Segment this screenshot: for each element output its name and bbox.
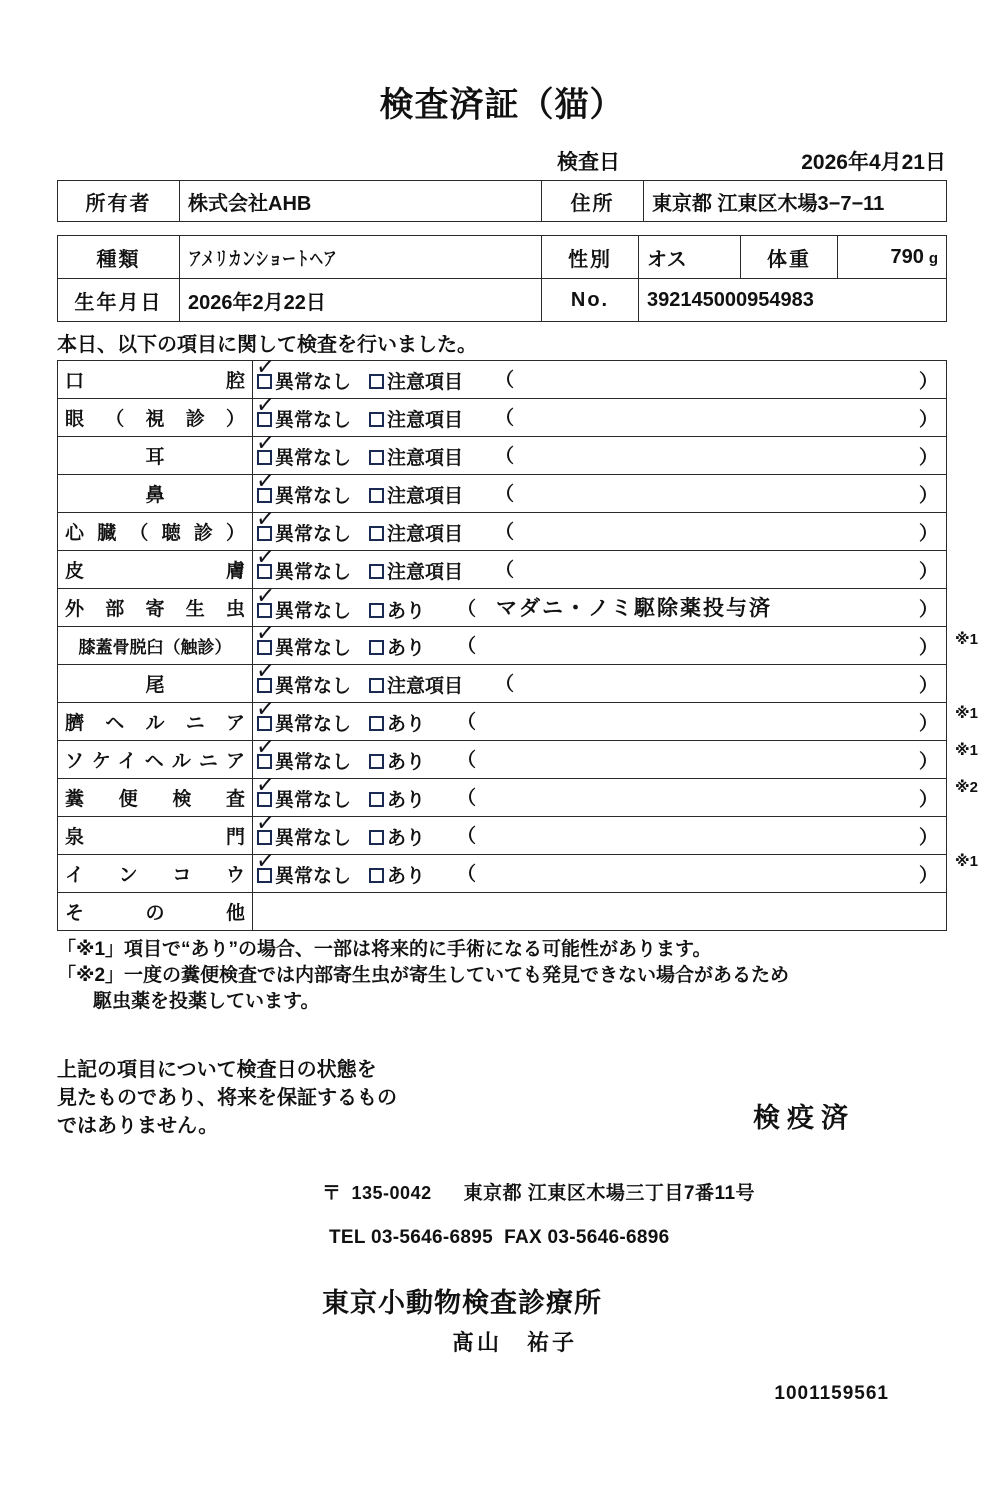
check-mark-icon: ✓: [254, 502, 277, 535]
note-paren-close: ）: [918, 789, 938, 810]
table-row: [58, 665, 947, 703]
table-row: [58, 817, 947, 855]
checkbox-secondary-label: 注意項目: [387, 676, 464, 698]
checkbox-secondary[interactable]: [369, 367, 463, 394]
checkbox-icon: [369, 603, 384, 618]
inspection-date-label: 検査日: [557, 151, 620, 174]
table-row: [58, 893, 947, 931]
checkbox-normal-label: 異常なし: [275, 524, 352, 546]
weight-value-cell: [838, 236, 947, 279]
checkbox-icon: [369, 678, 384, 693]
page-title: 検査済証（猫）: [379, 86, 625, 124]
disclaimer-line-3: ではありません。: [57, 1115, 219, 1138]
checkbox-normal[interactable]: [254, 426, 352, 470]
checkbox-secondary-label: あり: [387, 752, 426, 774]
checkbox-normal-label: 異常なし: [275, 562, 352, 584]
note-paren-close: ）: [918, 523, 938, 544]
note-paren-open: （: [495, 559, 515, 581]
checkbox-secondary[interactable]: [369, 481, 463, 508]
note-paren-close: ）: [918, 371, 938, 392]
exam-item-options: [253, 502, 947, 551]
checkbox-secondary-label: あり: [387, 638, 426, 660]
checkbox-icon: [369, 830, 384, 845]
checkbox-normal[interactable]: [254, 579, 352, 623]
checkbox-icon: [257, 412, 272, 427]
exam-item-label: 糞便検査: [58, 779, 253, 817]
check-mark-icon: ✓: [254, 616, 277, 649]
note-paren-open: （: [457, 749, 477, 771]
checkbox-normal[interactable]: [254, 654, 352, 698]
address-value: 東京都 江東区木場3−7−11: [644, 181, 947, 222]
footnote-marker: ※1: [955, 853, 978, 870]
checkbox-secondary-label: あり: [387, 866, 426, 888]
exam-item-label: 臍ヘルニア: [58, 703, 253, 741]
checkbox-normal-label: 異常なし: [275, 790, 352, 812]
table-row: [58, 551, 947, 589]
note-paren-close: ）: [918, 447, 938, 468]
checkbox-normal-label: 異常なし: [275, 714, 352, 736]
footnote-marker: ※1: [955, 631, 978, 648]
checkbox-normal-label: 異常なし: [275, 676, 352, 698]
check-mark-icon: ✓: [254, 388, 277, 421]
exam-item-options: [253, 844, 947, 893]
note-paren-open: （: [457, 863, 477, 885]
exam-item-options: [253, 464, 947, 513]
table-row: [58, 855, 947, 893]
checkbox-normal-label: 異常なし: [275, 752, 352, 774]
checkbox-icon: [257, 716, 272, 731]
exam-item-label: 鼻: [58, 475, 253, 513]
checkbox-normal[interactable]: [254, 806, 352, 850]
check-mark-icon: ✓: [254, 806, 277, 839]
checkbox-secondary[interactable]: [369, 596, 425, 623]
checkbox-icon: [369, 450, 384, 465]
note-paren-close: ）: [918, 561, 938, 582]
checkbox-normal-label: 異常なし: [275, 601, 352, 623]
checkbox-secondary-label: あり: [387, 714, 426, 736]
footnote-marker: ※2: [955, 779, 978, 796]
owner-name-value: 株式会社AHB: [180, 181, 542, 222]
note-paren-close: ）: [918, 713, 938, 734]
exam-item-options: [253, 806, 947, 855]
exam-item-label: 外部寄生虫: [58, 589, 253, 627]
exam-item-label: 尾: [58, 665, 253, 703]
table-row: [58, 741, 947, 779]
exam-checklist-table: [57, 350, 947, 931]
note-paren-close: ）: [918, 409, 938, 430]
exam-note-text: マダニ・ノミ駆除薬投与済: [496, 596, 773, 620]
checkbox-secondary[interactable]: [369, 747, 425, 774]
note-paren-open: （: [495, 483, 515, 505]
checkbox-normal[interactable]: [254, 350, 352, 394]
exam-item-label: 口腔: [58, 361, 253, 399]
note-paren-open: （: [457, 635, 477, 657]
checkbox-secondary[interactable]: [369, 709, 425, 736]
no-label: No.: [542, 279, 639, 322]
exam-item-options: [253, 388, 947, 437]
owner-table: [57, 180, 947, 222]
check-mark-icon: ✓: [254, 844, 277, 877]
table-row: [58, 475, 947, 513]
exam-item-label: 泉門: [58, 817, 253, 855]
weight-unit: g: [928, 249, 938, 267]
sex-label: 性別: [542, 236, 639, 279]
checkbox-normal[interactable]: [254, 768, 352, 812]
inspection-date-value: 2026年4月21日: [801, 151, 946, 174]
checkbox-icon: [369, 526, 384, 541]
sex-value: オス: [639, 236, 741, 279]
checkbox-icon: [369, 488, 384, 503]
check-mark-icon: ✓: [254, 692, 277, 725]
exam-item-options: [253, 540, 947, 589]
clinic-tel: TEL 03-5646-6895: [329, 1226, 493, 1248]
footnote-marker: ※1: [955, 742, 978, 759]
exam-item-options: [253, 350, 947, 399]
clinic-address-line: [57, 1178, 947, 1205]
clinic-address: 東京都 江東区木場三丁目7番11号: [463, 1182, 756, 1204]
checkbox-normal-label: 異常なし: [275, 638, 352, 660]
checkbox-secondary-label: 注意項目: [387, 372, 464, 394]
veterinarian-name: 髙山 祐子: [452, 1329, 578, 1355]
table-row: [58, 703, 947, 741]
checkbox-icon: [369, 754, 384, 769]
checkbox-icon: [257, 603, 272, 618]
note-paren-open: （: [457, 598, 477, 620]
exam-item-options: [253, 768, 947, 817]
checkbox-secondary[interactable]: [369, 671, 463, 698]
note-paren-close: ）: [918, 637, 938, 658]
checkbox-icon: [369, 374, 384, 389]
checkbox-secondary[interactable]: [369, 785, 425, 812]
footnote-1: 「※1」項目で“あり”の場合、一部は将来的に手術になる可能性があります。: [57, 939, 712, 960]
note-paren-open: （: [457, 787, 477, 809]
weight-value: 790: [890, 245, 924, 268]
inspection-date-row: [0, 146, 1004, 180]
exam-item-label: 心臓（聴診）: [58, 513, 253, 551]
checkbox-secondary-label: 注意項目: [387, 562, 464, 584]
checkbox-secondary[interactable]: [369, 405, 463, 432]
checkbox-normal-label: 異常なし: [275, 866, 352, 888]
checkbox-icon: [369, 792, 384, 807]
clinic-fax: FAX 03-5646-6896: [504, 1226, 670, 1248]
exam-item-label: その他: [58, 893, 253, 931]
note-paren-close: ）: [918, 599, 938, 620]
checkbox-icon: [257, 640, 272, 655]
exam-item-options: [253, 426, 947, 475]
exam-item-label: 耳: [58, 437, 253, 475]
table-row: [58, 437, 947, 475]
check-mark-icon: ✓: [254, 730, 277, 763]
checkbox-icon: [257, 564, 272, 579]
footnote-2-line1: 「※2」一度の糞便検査では内部寄生虫が寄生していても発見できない場合があるため: [57, 965, 790, 987]
table-row: [58, 589, 947, 627]
exam-item-label: インコウ: [58, 855, 253, 893]
disclaimer-line-1: 上記の項目について検査日の状態を: [57, 1058, 377, 1081]
checkbox-secondary[interactable]: [369, 633, 425, 660]
checkbox-normal[interactable]: [254, 616, 352, 660]
check-mark-icon: ✓: [254, 540, 277, 573]
note-paren-close: ）: [918, 751, 938, 772]
checkbox-normal-label: 異常なし: [275, 486, 352, 508]
checkbox-icon: [257, 450, 272, 465]
checkbox-secondary[interactable]: [369, 823, 425, 850]
table-row: [58, 627, 947, 665]
clinic-info: [57, 1178, 947, 1405]
note-paren-close: ）: [918, 485, 938, 506]
exam-item-label: 皮膚: [58, 551, 253, 589]
breed-value: アメリカンショートヘア: [188, 248, 337, 270]
table-row: [58, 399, 947, 437]
document-number: 1001159561: [774, 1382, 889, 1404]
check-mark-icon: ✓: [254, 579, 277, 612]
checkbox-secondary-label: あり: [387, 601, 426, 623]
checkbox-secondary-label: 注意項目: [387, 524, 464, 546]
quarantine-seal: 検疫済: [753, 1102, 855, 1133]
note-paren-close: ）: [918, 865, 938, 886]
owner-label: 所有者: [58, 181, 180, 222]
checkbox-icon: [257, 488, 272, 503]
note-paren-open: （: [495, 673, 515, 695]
checkbox-icon: [257, 678, 272, 693]
exam-intro-text: 本日、以下の項目に関して検査を行いました。: [57, 334, 477, 356]
note-paren-open: （: [457, 711, 477, 733]
note-paren-open: （: [495, 521, 515, 543]
check-mark-icon: ✓: [254, 350, 277, 383]
checkbox-secondary[interactable]: [369, 861, 425, 888]
checkbox-icon: [257, 792, 272, 807]
checkbox-secondary-label: あり: [387, 828, 426, 850]
breed-label: 種類: [58, 236, 180, 279]
checkbox-normal-label: 異常なし: [275, 410, 352, 432]
table-row: [58, 513, 947, 551]
microchip-no-value: 392145000954983: [639, 279, 947, 322]
checkbox-icon: [257, 754, 272, 769]
table-row: [58, 181, 947, 222]
exam-item-options: [253, 654, 947, 703]
table-row: [58, 236, 947, 279]
checkbox-secondary[interactable]: [369, 557, 463, 584]
note-paren-open: （: [495, 369, 515, 391]
postal-mark-icon: 〒: [322, 1182, 342, 1204]
checkbox-normal[interactable]: [254, 388, 352, 432]
checkbox-normal[interactable]: [254, 730, 352, 774]
disclaimer-text: [57, 1056, 477, 1141]
table-row: [58, 279, 947, 322]
checkbox-icon: [369, 640, 384, 655]
checkbox-icon: [369, 412, 384, 427]
checkbox-normal-label: 異常なし: [275, 828, 352, 850]
checkbox-icon: [369, 868, 384, 883]
clinic-name: 東京小動物検査診療所: [322, 1287, 602, 1318]
exam-item-label: ソケイヘルニア: [58, 741, 253, 779]
exam-item-options: [253, 692, 947, 741]
exam-item-options: [253, 730, 947, 779]
address-label: 住所: [542, 181, 644, 222]
check-mark-icon: ✓: [254, 426, 277, 459]
footnote-marker: ※1: [955, 705, 978, 722]
exam-item-label: 膝蓋骨脱臼（触診）: [58, 627, 253, 665]
animal-info-table: [57, 235, 947, 322]
checkbox-normal-label: 異常なし: [275, 372, 352, 394]
checkbox-secondary[interactable]: [369, 443, 463, 470]
footnote-2-line2: 駆虫薬を投薬しています。: [93, 991, 320, 1013]
exam-item-options: [253, 579, 947, 627]
checkbox-secondary[interactable]: [369, 519, 463, 546]
note-paren-open: （: [495, 407, 515, 429]
note-paren-open: （: [457, 825, 477, 847]
note-paren-open: （: [495, 445, 515, 467]
note-paren-close: ）: [918, 827, 938, 848]
table-row: [58, 779, 947, 817]
checkbox-icon: [369, 716, 384, 731]
check-mark-icon: ✓: [254, 768, 277, 801]
check-mark-icon: ✓: [254, 654, 277, 687]
exam-section: [57, 350, 978, 931]
closing-section: [57, 1056, 947, 1152]
checkbox-icon: [257, 830, 272, 845]
checkbox-icon: [257, 526, 272, 541]
checkbox-icon: [257, 374, 272, 389]
check-mark-icon: ✓: [254, 464, 277, 497]
weight-label: 体重: [741, 236, 838, 279]
exam-item-options: [253, 616, 947, 665]
checkbox-icon: [369, 564, 384, 579]
table-row: [58, 361, 947, 399]
checkbox-secondary-label: 注意項目: [387, 486, 464, 508]
checkbox-normal[interactable]: [254, 692, 352, 736]
checkbox-secondary-label: 注意項目: [387, 448, 464, 470]
disclaimer-line-2: 見たものであり、将来を保証するもの: [57, 1087, 397, 1110]
birthdate-value: 2026年2月22日: [180, 279, 542, 322]
note-paren-close: ）: [918, 675, 938, 696]
checkbox-normal[interactable]: [254, 844, 352, 888]
footnotes: [57, 937, 947, 1016]
birthdate-label: 生年月日: [58, 279, 180, 322]
breed-value-cell: [180, 236, 542, 279]
clinic-zip: 135-0042: [351, 1182, 432, 1203]
checkbox-icon: [257, 868, 272, 883]
checkbox-secondary-label: あり: [387, 790, 426, 812]
checkbox-normal[interactable]: [254, 502, 352, 546]
exam-item-options: [253, 893, 947, 931]
checkbox-normal[interactable]: [254, 540, 352, 584]
checkbox-normal[interactable]: [254, 464, 352, 508]
clinic-contact-line: [57, 1227, 947, 1249]
exam-item-label: 眼（視診）: [58, 399, 253, 437]
checkbox-secondary-label: 注意項目: [387, 410, 464, 432]
checkbox-normal-label: 異常なし: [275, 448, 352, 470]
